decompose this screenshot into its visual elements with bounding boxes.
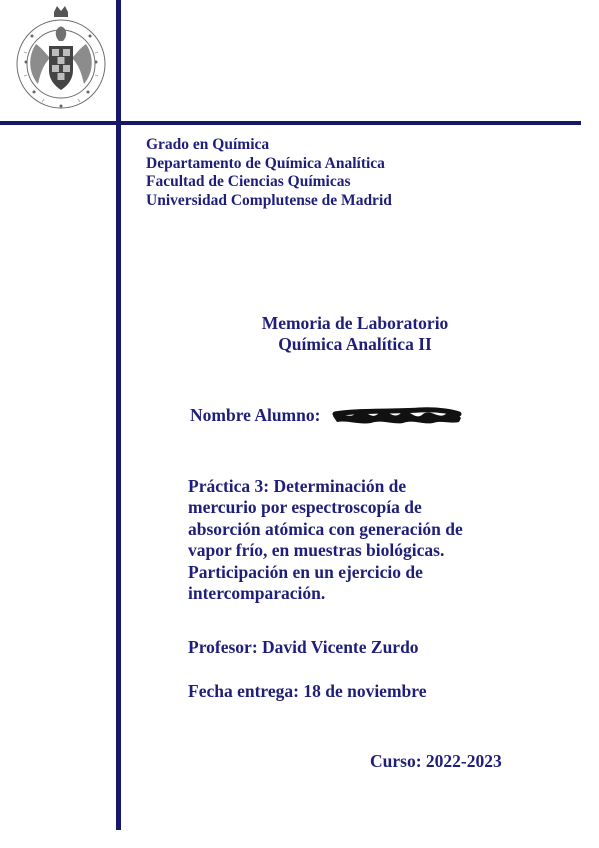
practica-line: mercurio por espectroscopía de: [188, 497, 422, 518]
horizontal-rule: [0, 121, 581, 125]
practica-line: absorción atómica con generación de: [188, 518, 463, 539]
institution-block: [146, 136, 392, 210]
institution-university: Universidad Complutense de Madrid: [146, 191, 392, 209]
institution-faculty: Facultad de Ciencias Químicas: [146, 173, 351, 190]
course-year-line: Curso: 2022-2023: [370, 751, 502, 771]
institution-department: Departamento de Química Analítica: [146, 154, 385, 172]
delivery-date-line: Fecha entrega: 18 de noviembre: [188, 681, 427, 701]
practica-description: [188, 476, 463, 604]
student-name-row: [190, 402, 464, 426]
university-seal-logo: [14, 6, 108, 116]
student-name-label: Nombre Alumno:: [190, 404, 321, 425]
institution-degree: Grado en Química: [146, 136, 270, 153]
professor-line: Profesor: David Vicente Zurdo: [188, 637, 419, 657]
practica-line: Participación en un ejercicio de: [188, 561, 423, 582]
memoria-title-line1: Memoria de Laboratorio: [261, 313, 449, 333]
practica-line: intercomparación.: [188, 583, 326, 604]
redacted-name-scribble: [329, 404, 464, 426]
memoria-title-line2: Química Analítica II: [278, 334, 432, 354]
memoria-title: [219, 313, 491, 355]
practica-line: vapor frío, en muestras biológicas.: [188, 540, 445, 561]
practica-line: Práctica 3: Determinación de: [188, 476, 407, 496]
